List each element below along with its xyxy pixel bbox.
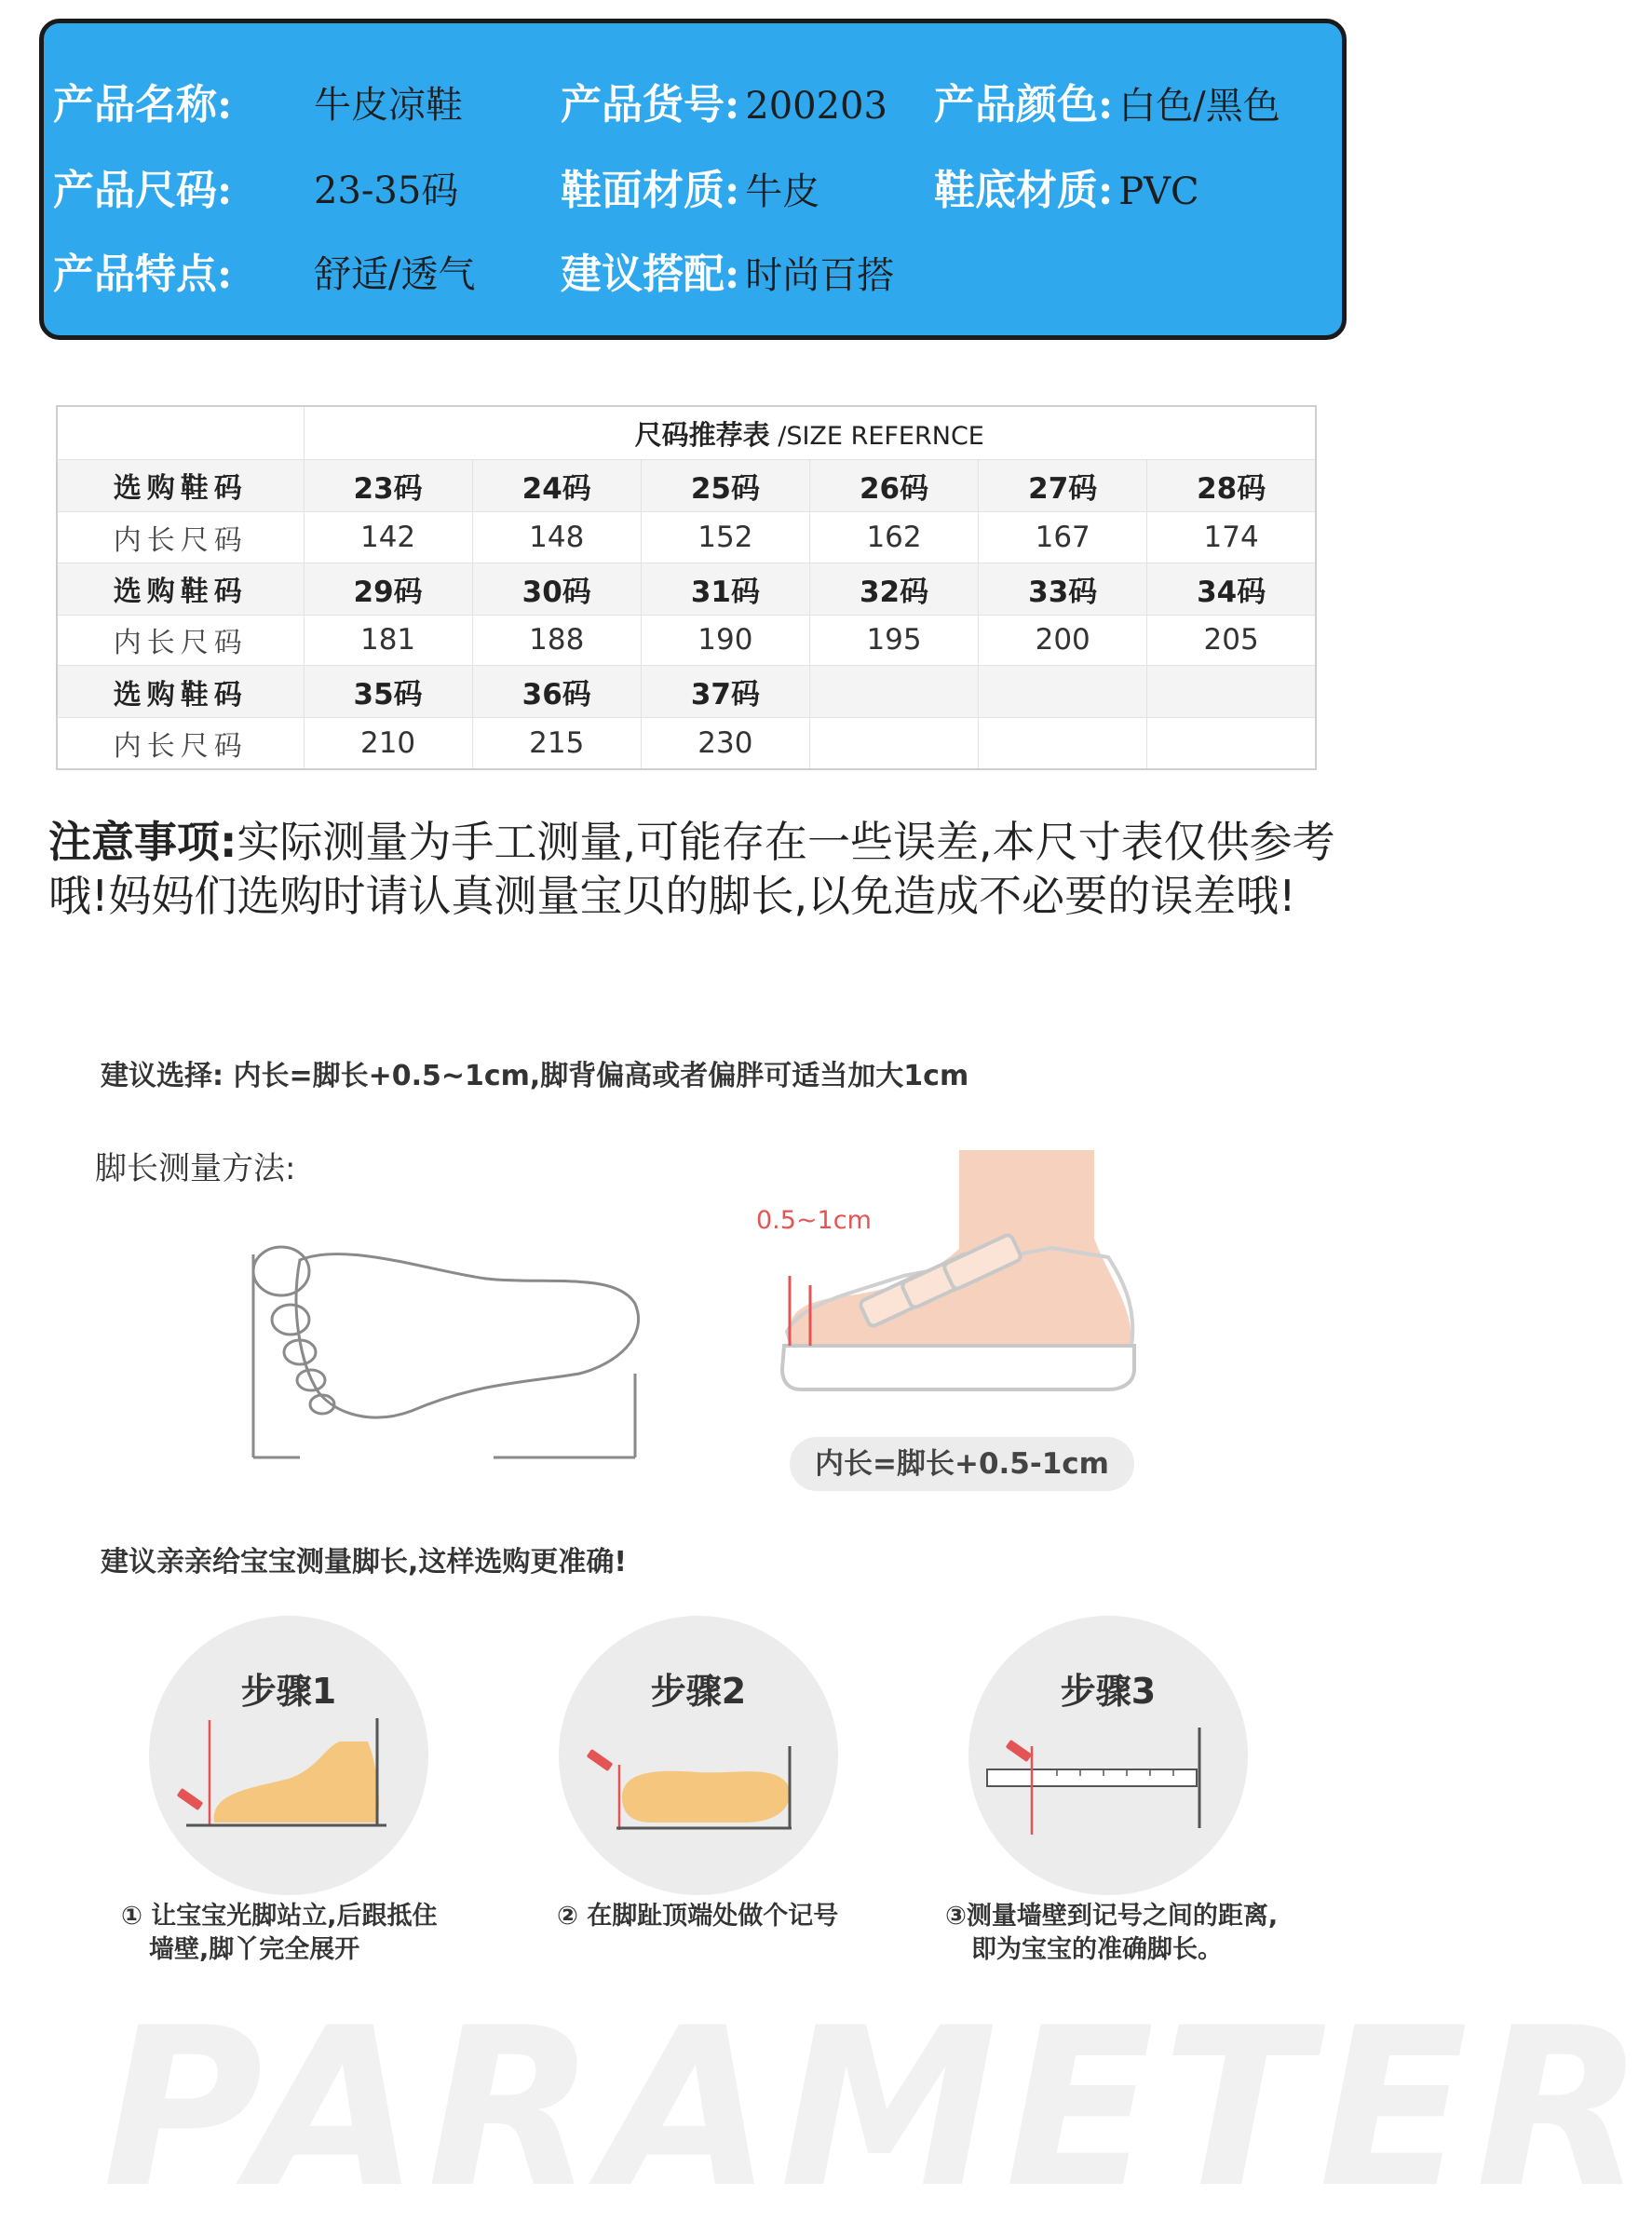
spec-feature-value: 舒适/透气 [314, 253, 476, 296]
size-table-title [304, 406, 1316, 460]
length-cell: 148 [472, 511, 641, 562]
size-table [56, 405, 1317, 770]
length-cell: 188 [472, 615, 641, 666]
spec-colon: : [217, 251, 233, 298]
table-row [57, 562, 1316, 615]
size-table-grid [56, 405, 1317, 770]
size-cell [809, 666, 978, 718]
spec-colon: : [1098, 81, 1114, 129]
length-cell: 190 [641, 615, 809, 666]
spec-label: 产品颜色 [934, 81, 1098, 129]
size-cell: 23码 [304, 460, 472, 512]
spec-sole-value: PVC [1118, 170, 1199, 213]
foot-outline-diagram [244, 1234, 644, 1467]
length-cell: 142 [304, 511, 472, 562]
spec-label: 产品特点 [53, 251, 217, 298]
table-row [57, 666, 1316, 718]
spec-colon: : [1098, 167, 1114, 214]
spec-panel [39, 19, 1347, 340]
length-cell: 230 [641, 718, 809, 769]
size-cell: 32码 [809, 562, 978, 615]
step-2-illustration [559, 1616, 838, 1895]
spec-label: 产品名称 [53, 81, 217, 129]
spec-match-value: 时尚百搭 [745, 254, 895, 297]
size-cell: 31码 [641, 562, 809, 615]
spec-sole [934, 163, 1199, 219]
spec-size [53, 163, 237, 219]
size-cell [979, 666, 1147, 718]
spec-label: 鞋底材质 [934, 167, 1098, 214]
length-cell: 181 [304, 615, 472, 666]
spec-feature [53, 247, 237, 303]
size-cell: 28码 [1147, 460, 1316, 512]
size-cell: 30码 [472, 562, 641, 615]
spec-colon: : [724, 251, 740, 298]
spec-value [314, 163, 458, 219]
table-row [57, 718, 1316, 769]
notice-text: 实际测量为手工测量,可能存在一些误差,本尺寸表仅供参考哦!妈妈们选购时请认真测量宝贝的脚长,以免造成不必要的误差哦! [48, 817, 1335, 921]
table-row [57, 460, 1316, 512]
row-label-length: 内长尺码 [57, 615, 304, 666]
spec-item-no-value: 200203 [745, 85, 887, 128]
step-3-caption [945, 1900, 1278, 1967]
size-cell: 26码 [809, 460, 978, 512]
length-cell: 215 [472, 718, 641, 769]
spec-value [314, 247, 475, 303]
gap-label: 0.5~1cm [756, 1206, 872, 1235]
size-table-title-cn: 尺码推荐表 [634, 418, 770, 451]
spec-label: 鞋面材质 [561, 167, 724, 214]
notice [48, 815, 1352, 923]
size-cell: 35码 [304, 666, 472, 718]
step-title: 步骤2 [650, 1671, 747, 1712]
spec-colon: : [217, 81, 233, 129]
length-cell [1147, 718, 1316, 769]
length-cell [979, 718, 1147, 769]
length-cell: 195 [809, 615, 978, 666]
spec-color [934, 77, 1280, 133]
row-label-size: 选购鞋码 [57, 562, 304, 615]
size-cell: 24码 [472, 460, 641, 512]
steps-intro: 建议亲亲给宝宝测量脚长,这样选购更准确! [101, 1546, 628, 1579]
caption-line: ② 在脚趾顶端处做个记号 [557, 1902, 839, 1931]
spec-colon: : [217, 167, 233, 214]
length-cell: 205 [1147, 615, 1316, 666]
step-title: 步骤1 [240, 1671, 337, 1712]
spec-label: 建议搭配 [561, 251, 724, 298]
size-cell: 33码 [979, 562, 1147, 615]
shoe-fit-diagram [773, 1145, 1145, 1425]
step-2 [559, 1616, 838, 1895]
step-3-illustration [968, 1616, 1248, 1895]
length-cell: 174 [1147, 511, 1316, 562]
spec-product-name-value: 牛皮凉鞋 [314, 84, 463, 127]
method-title: 脚长测量方法: [95, 1150, 296, 1187]
spec-size-value: 23-35码 [314, 169, 459, 212]
length-cell: 162 [809, 511, 978, 562]
table-corner [57, 406, 304, 460]
row-label-size: 选购鞋码 [57, 460, 304, 512]
size-cell: 27码 [979, 460, 1147, 512]
step-2-caption [557, 1900, 838, 1933]
step-1 [149, 1616, 428, 1895]
size-cell: 36码 [472, 666, 641, 718]
caption-line: ① 让宝宝光脚站立,后跟抵住 [121, 1902, 438, 1931]
row-label-size: 选购鞋码 [57, 666, 304, 718]
size-cell: 37码 [641, 666, 809, 718]
length-cell [809, 718, 978, 769]
spec-colon: : [724, 167, 740, 214]
spec-upper [561, 163, 819, 219]
shoe-sole [782, 1346, 1134, 1389]
size-suggestion: 建议选择: 内长=脚长+0.5~1cm,脚背偏高或者偏胖可适当加大1cm [101, 1060, 969, 1092]
step-1-caption [121, 1900, 438, 1967]
size-cell [1147, 666, 1316, 718]
spec-upper-value: 牛皮 [745, 170, 820, 213]
spec-match [561, 247, 894, 303]
step-3 [968, 1616, 1248, 1895]
spec-color-value: 白色/黑色 [1118, 85, 1280, 128]
notice-label: 注意事项: [48, 817, 237, 867]
table-row [57, 511, 1316, 562]
size-cell: 34码 [1147, 562, 1316, 615]
spec-product-name [53, 77, 237, 133]
spec-label: 产品货号 [561, 81, 724, 129]
step-1-illustration [149, 1616, 428, 1895]
spec-value [314, 77, 463, 133]
caption-line: ③测量墙壁到记号之间的距离, [945, 1902, 1279, 1931]
fit-formula: 内长=脚长+0.5-1cm [790, 1437, 1134, 1491]
row-label-length: 内长尺码 [57, 511, 304, 562]
caption-line: 墙壁,脚丫完全展开 [149, 1935, 360, 1964]
size-table-title-en: /SIZE REFERNCE [778, 421, 984, 451]
size-cell: 25码 [641, 460, 809, 512]
length-cell: 200 [979, 615, 1147, 666]
spec-colon: : [724, 81, 740, 129]
caption-line: 即为宝宝的准确脚长。 [971, 1935, 1223, 1964]
parameter-watermark: PARAMETER [102, 1982, 1652, 2236]
length-cell: 152 [641, 511, 809, 562]
table-row [57, 615, 1316, 666]
length-cell: 210 [304, 718, 472, 769]
spec-item-no [561, 77, 887, 133]
length-cell: 167 [979, 511, 1147, 562]
step-title: 步骤3 [1060, 1671, 1157, 1712]
spec-label: 产品尺码 [53, 167, 217, 214]
row-label-length: 内长尺码 [57, 718, 304, 769]
size-cell: 29码 [304, 562, 472, 615]
